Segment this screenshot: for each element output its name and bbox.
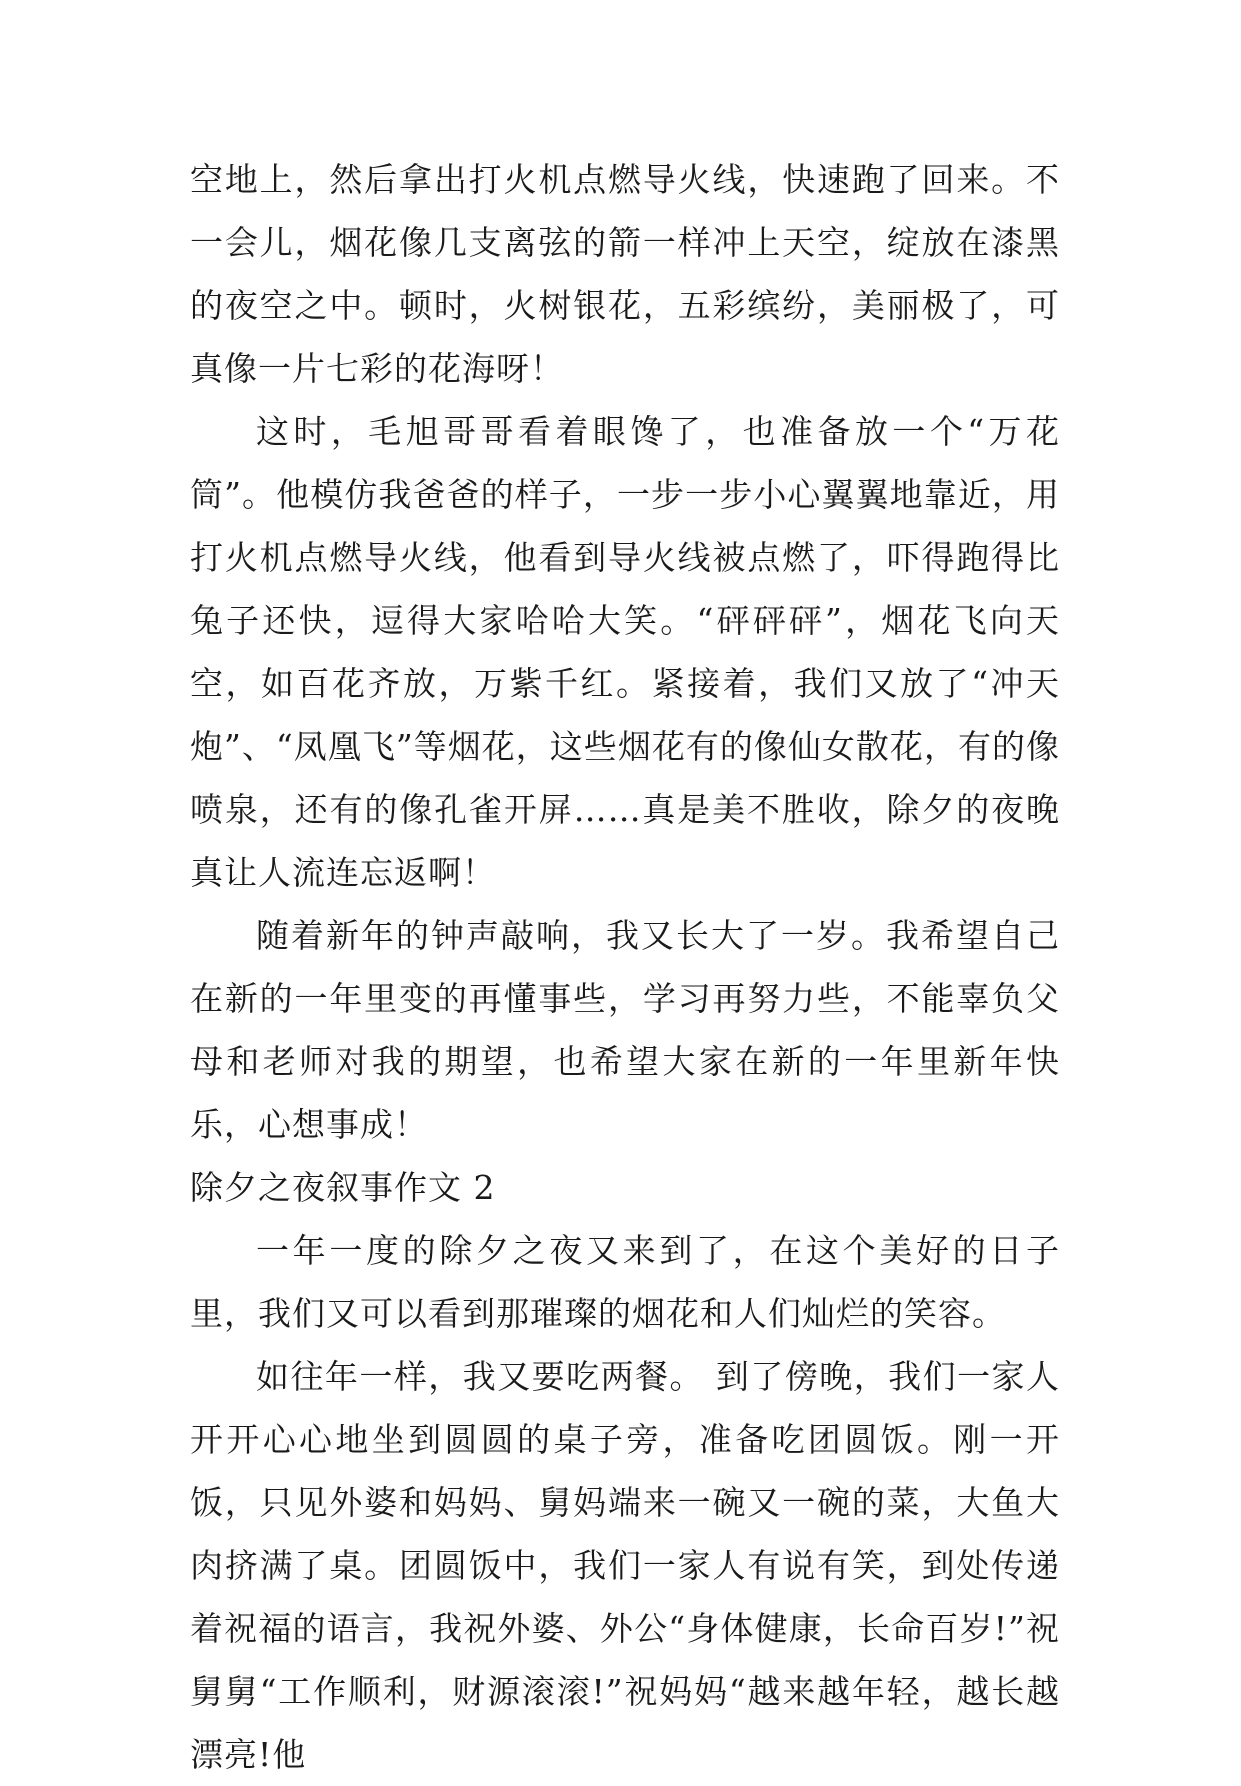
section-heading: 除夕之夜叙事作文 2 <box>190 1168 496 1207</box>
paragraph-continued: 空地上，然后拿出打火机点燃导火线，快速跑了回来。不一会儿，烟花像几支离弦的箭一样冲上天空，绽放在漆黑的夜空之中。顿时，火树银花，五彩缤纷，美丽极了，可真像一片七彩的花海呀！ <box>190 160 1060 388</box>
paragraph: 一年一度的除夕之夜又来到了，在这个美好的日子里，我们又可以看到那璀璨的烟花和人们灿烂的笑容。 <box>190 1231 1060 1333</box>
paragraph: 随着新年的钟声敲响，我又长大了一岁。我希望自己在新的一年里变的再懂事些，学习再努力些，不能辜负父母和老师对我的期望，也希望大家在新的一年里新年快乐，心想事成！ <box>190 916 1060 1144</box>
document-body <box>190 148 1060 1786</box>
paragraph: 这时，毛旭哥哥看着眼馋了，也准备放一个“万花筒”。他模仿我爸爸的样子，一步一步小心翼翼地靠近，用打火机点燃导火线，他看到导火线被点燃了，吓得跑得比兔子还快，逗得大家哈哈大笑。“砰砰砰”，烟花飞向天空，如百花齐放，万紫千红。紧接着，我们又放了“冲天炮”、“凤凰飞”等烟花，这些烟花有的像仙女散花，有的像喷泉，还有的像孔雀开屏……真是美不胜收，除夕的夜晚真让人流连忘返啊！ <box>190 412 1060 892</box>
paragraph: 如往年一样，我又要吃两餐。 到了傍晚，我们一家人开开心心地坐到圆圆的桌子旁，准备吃团圆饭。刚一开饭，只见外婆和妈妈、舅妈端来一碗又一碗的菜，大鱼大肉挤满了桌。团圆饭中，我们一家人有说有笑，到处传递着祝福的语言，我祝外婆、外公“身体健康，长命百岁!”祝舅舅“工作顺利，财源滚滚!”祝妈妈“越来越年轻，越长越漂亮!他 <box>190 1357 1060 1774</box>
